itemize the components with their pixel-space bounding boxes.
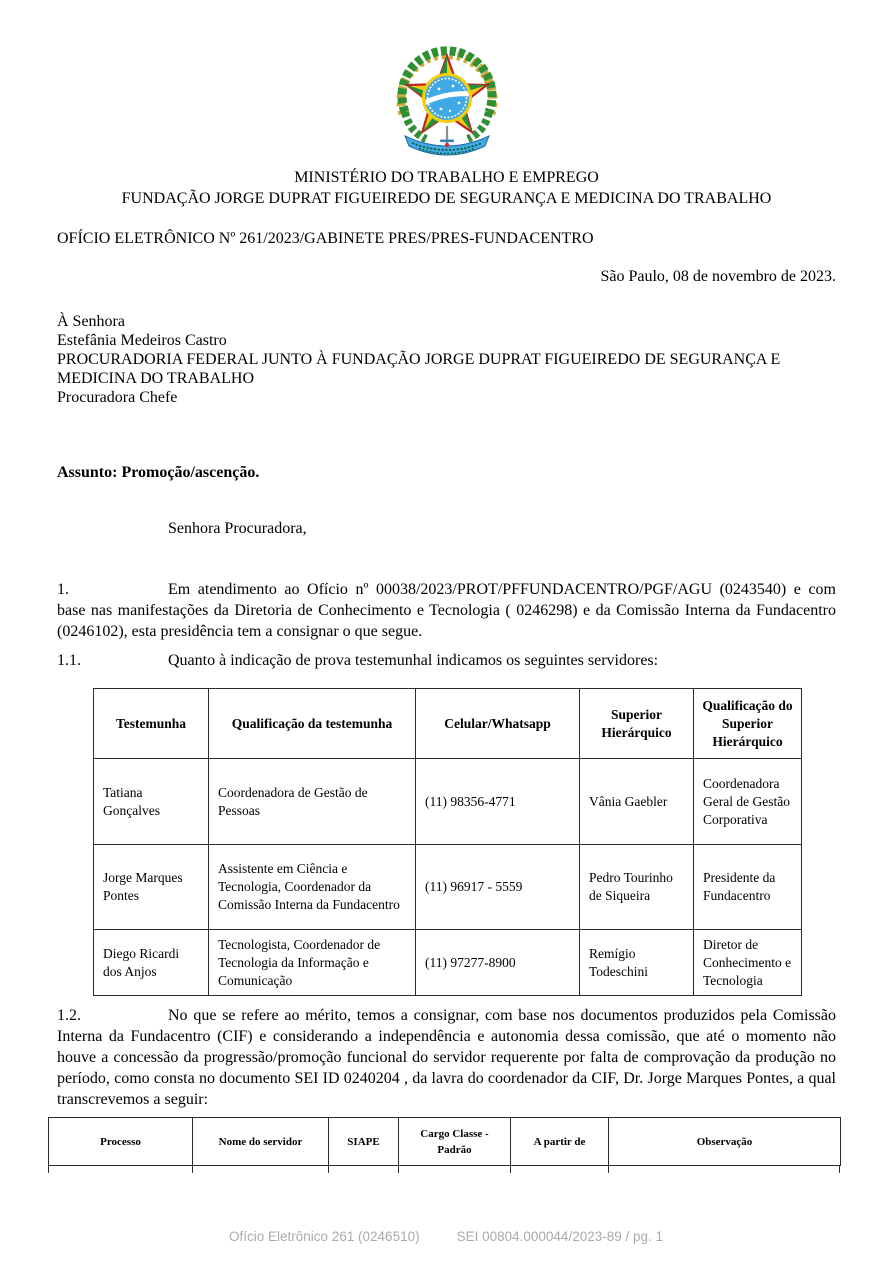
col-header-nome-servidor: Nome do servidor [193,1118,329,1166]
process-table-header-row [49,1118,841,1166]
col-header-qualificacao-superior: Qualificação do Superior Hierárquico [694,689,802,759]
dateline: São Paulo, 08 de novembro de 2023. [600,268,836,285]
col-header-qualificacao: Qualificação da testemunha [209,689,416,759]
page-footer [0,1229,892,1244]
cell-witness-qualification: Coordenadora de Gestão de Pessoas [209,759,416,845]
col-header-a-partir-de: A partir de [511,1118,609,1166]
witness-table-header-row [94,689,802,759]
table-row [94,759,802,845]
col-header-siape: SIAPE [329,1118,399,1166]
paragraph-1-1 [57,650,836,671]
addressee-salutation: À Senhora [57,313,125,330]
brazil-coat-of-arms-icon [395,42,499,160]
cell-superior-qualification: Diretor de Conhecimento e Tecnologia [694,930,802,996]
addressee-role: Procuradora Chefe [57,389,178,406]
greeting: Senhora Procuradora, [168,520,307,537]
process-table-truncated-row [48,1166,840,1173]
letterhead [57,167,836,209]
footer-sei-ref: SEI 00804.000044/2023-89 / pg. 1 [456,1229,664,1244]
col-header-processo: Processo [49,1118,193,1166]
cell-superior-qualification: Presidente da Fundacentro [694,845,802,930]
paragraph-1-2-number: 1.2. [57,1007,81,1024]
addressee-org: PROCURADORIA FEDERAL JUNTO À FUNDAÇÃO JORGE DUPRAT FIGUEIREDO DE SEGURANÇA E MEDICINA DO TRABALHO [57,351,781,387]
cell-superior-name: Remígio Todeschini [580,930,694,996]
cell-witness-qualification: Tecnologista, Coordenador de Tecnologia da Informação e Comunicação [209,930,416,996]
addressee-block [57,312,836,407]
footer-document-ref: Ofício Eletrônico 261 (0246510) [228,1229,420,1244]
table-row [94,930,802,996]
cell-witness-phone: (11) 98356-4771 [416,759,580,845]
col-header-celular: Celular/Whatsapp [416,689,580,759]
foundation-name: FUNDAÇÃO JORGE DUPRAT FIGUEIREDO DE SEGURANÇA E MEDICINA DO TRABALHO [121,190,772,207]
ministry-name: MINISTÉRIO DO TRABALHO E EMPREGO [294,169,599,186]
paragraph-1-1-text: Quanto à indicação de prova testemunhal indicamos os seguintes servidores: [168,652,659,669]
cell-witness-name: Jorge Marques Pontes [94,845,209,930]
process-table [48,1117,840,1173]
paragraph-1-text: Em atendimento ao Ofício nº 00038/2023/PROT/PFFUNDACENTRO/PGF/AGU (0243540) e com base nas manifestações da Diretoria de Conhecimento e Tecnologia ( 0246298) e da Comissão Interna da Fundacentro (0246102), esta presidência tem a consignar o que segue. [57,581,836,640]
process-table-header [48,1117,841,1166]
cell-witness-qualification: Assistente em Ciência e Tecnologia, Coordenador da Comissão Interna da Fundacentro [209,845,416,930]
subject-line: Assunto: Promoção/ascenção. [57,464,260,481]
document-title: OFÍCIO ELETRÔNICO Nº 261/2023/GABINETE PRES/PRES-FUNDACENTRO [57,230,594,247]
paragraph-1-number: 1. [57,581,69,598]
cell-witness-phone: (11) 96917 - 5559 [416,845,580,930]
col-header-cargo: Cargo Classe - Padrão [399,1118,511,1166]
cell-superior-qualification: Coordenadora Geral de Gestão Corporativa [694,759,802,845]
cell-witness-name: Diego Ricardi dos Anjos [94,930,209,996]
cell-witness-name: Tatiana Gonçalves [94,759,209,845]
paragraph-1 [57,579,836,642]
paragraph-1-1-number: 1.1. [57,652,81,669]
col-header-superior: Superior Hierárquico [580,689,694,759]
cell-superior-name: Vânia Gaebler [580,759,694,845]
cell-witness-phone: (11) 97277-8900 [416,930,580,996]
paragraph-1-2-text: No que se refere ao mérito, temos a consignar, com base nos documentos produzidos pela Comissão Interna da Fundacentro (CIF) e considerando a independência e autonomia dessa comissão, que até o momento não houve a concessão da progressão/promoção funcional do servidor requerente por falta de comprovação da produção no período, como consta no documento SEI ID 0240204 , da lavra do coordenador da CIF, Dr. Jorge Marques Pontes, a qual transcrevemos a seguir: [57,1007,836,1108]
paragraph-1-2 [57,1005,836,1110]
col-header-observacao: Observação [609,1118,841,1166]
cell-superior-name: Pedro Tourinho de Siqueira [580,845,694,930]
col-header-testemunha: Testemunha [94,689,209,759]
addressee-name: Estefânia Medeiros Castro [57,332,227,349]
table-row [94,845,802,930]
witness-table [93,688,802,996]
